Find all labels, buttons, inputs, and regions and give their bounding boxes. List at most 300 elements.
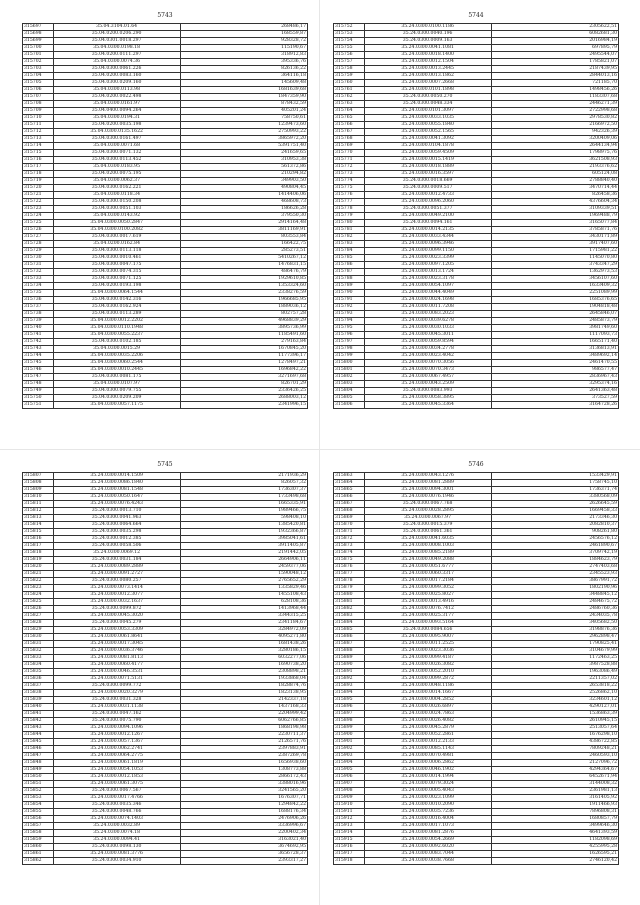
code-cell: 35.24.0300.0023.1099 <box>364 795 491 802</box>
table-row <box>334 283 619 290</box>
code-cell: 35.24.0300.0035.346 <box>53 802 180 809</box>
amount-cell: 2978530,82 <box>491 115 618 122</box>
page-5745 <box>22 461 308 865</box>
table-row <box>334 171 619 178</box>
amount-cell: 802757,28 <box>180 311 307 318</box>
row-number-cell: 315711 <box>23 122 54 129</box>
code-cell: 35.04.0300.0162.221 <box>53 185 180 192</box>
amount-cell: 2016984,19 <box>491 38 618 45</box>
row-number-cell: 315706 <box>23 87 54 94</box>
row-number-cell: 315808 <box>23 480 54 487</box>
row-number-cell: 315837 <box>23 683 54 690</box>
row-number-cell: 315879 <box>334 585 365 592</box>
row-number-cell: 315918 <box>334 858 365 865</box>
amount-cell: 468608,73 <box>180 199 307 206</box>
table-row <box>334 388 619 395</box>
amount-cell: 1665171,40 <box>491 339 618 346</box>
table-row <box>23 634 308 641</box>
row-number-cell: 315912 <box>334 816 365 823</box>
row-number-cell: 315895 <box>334 697 365 704</box>
row-number-cell: 315740 <box>23 325 54 332</box>
table-row <box>23 276 308 283</box>
code-cell: 35.24.0300.0064.664 <box>53 522 180 529</box>
table-row <box>23 739 308 746</box>
row-number-cell: 315865 <box>334 487 365 494</box>
code-cell: 35.24.0300.0083.7044 <box>364 851 491 858</box>
amount-cell: 2653818,22 <box>491 683 618 690</box>
amount-cell: 1455108,43 <box>180 592 307 599</box>
code-cell: 35.24.0300.0046.1902 <box>364 767 491 774</box>
amount-cell: 4386722,85 <box>491 739 618 746</box>
table-row <box>23 599 308 606</box>
row-number-cell: 315729 <box>23 248 54 255</box>
amount-cell: 2187439,95 <box>491 66 618 73</box>
table-row <box>23 767 308 774</box>
row-number-cell: 315792 <box>334 304 365 311</box>
code-cell: 35.24.0300.0018.1889 <box>364 164 491 171</box>
table-row <box>23 304 308 311</box>
code-cell: 35.24.0300.0023.3178 <box>364 276 491 283</box>
amount-cell: 7809248,21 <box>491 746 618 753</box>
table-row <box>334 529 619 536</box>
amount-cell: 2251089,99 <box>491 290 618 297</box>
code-cell: 35.04.0200.0083.160 <box>53 73 180 80</box>
row-number-cell: 315805 <box>334 395 365 402</box>
code-cell: 35.04.0300.0110.1948 <box>53 325 180 332</box>
amount-cell: 3709742,19 <box>491 550 618 557</box>
table-row <box>334 248 619 255</box>
code-cell: 35.24.0300.0015.379 <box>364 522 491 529</box>
amount-cell: 2305622,51 <box>491 24 618 31</box>
row-number-cell: 315789 <box>334 283 365 290</box>
code-cell: 35.24.0300.0067.4957 <box>364 374 491 381</box>
row-number-cell: 315801 <box>334 367 365 374</box>
code-cell: 35.24.0300.0059.4509 <box>364 150 491 157</box>
amount-cell: 3405682,50 <box>491 620 618 627</box>
amount-cell: 3674692,95 <box>180 844 307 851</box>
code-cell: 35.24.0300.0094.161 <box>364 220 491 227</box>
amount-cell: 1681438,26 <box>180 641 307 648</box>
code-cell: 35.24.0300.0012.4733 <box>364 192 491 199</box>
row-number-cell: 315748 <box>23 381 54 388</box>
table-row <box>334 613 619 620</box>
amount-cell: 2664906,11 <box>180 557 307 564</box>
code-cell: 35.24.0300.0024.1698 <box>364 297 491 304</box>
table-row <box>334 578 619 585</box>
code-cell: 35.04.3104.01.64 <box>53 24 180 31</box>
code-cell: 35.04.0300.0064.1544 <box>53 290 180 297</box>
table-row <box>23 227 308 234</box>
code-cell: 35.24.0300.0083.993 <box>364 388 491 395</box>
row-number-cell: 315883 <box>334 613 365 620</box>
table-row <box>23 178 308 185</box>
code-cell: 35.24.0300.0058.506 <box>53 543 180 550</box>
amount-cell: 1536863,39 <box>491 711 618 718</box>
table-row <box>334 157 619 164</box>
code-cell: 35.24.0300.0041.6035 <box>364 536 491 543</box>
table-row <box>23 746 308 753</box>
table-row <box>23 283 308 290</box>
amount-cell: 5391751,40 <box>180 143 307 150</box>
row-number-cell: 315776 <box>334 192 365 199</box>
amount-cell: 2361981,13 <box>491 788 618 795</box>
row-number-cell: 315767 <box>334 129 365 136</box>
amount-cell: 1145070,80 <box>491 255 618 262</box>
code-cell: 35.24.0300.0086.1840 <box>53 480 180 487</box>
row-number-cell: 315873 <box>334 543 365 550</box>
row-number-cell: 315835 <box>23 669 54 676</box>
code-cell: 35.04.0300.0071.125 <box>53 276 180 283</box>
table-row <box>334 634 619 641</box>
row-number-cell: 315842 <box>23 718 54 725</box>
table-row <box>23 515 308 522</box>
row-number-cell: 315852 <box>23 788 54 795</box>
row-number-cell: 315858 <box>23 830 54 837</box>
code-cell: 35.24.0300.0057.1367 <box>53 739 180 746</box>
row-number-cell: 315824 <box>23 592 54 599</box>
table-row <box>23 487 308 494</box>
row-number-cell: 315915 <box>334 837 365 844</box>
code-cell: 35.04.0300.0209.160 <box>53 80 180 87</box>
code-cell: 35.04.0300.0055.2237 <box>53 332 180 339</box>
code-cell: 35.24.0300.0013.1862 <box>364 73 491 80</box>
code-cell: 35.24.0300.0076.1946 <box>364 494 491 501</box>
code-cell: 35.04.0200.0193.198 <box>53 283 180 290</box>
table-row <box>334 360 619 367</box>
table-row <box>23 143 308 150</box>
row-number-cell: 315798 <box>334 346 365 353</box>
table-row <box>334 94 619 101</box>
row-number-cell: 315703 <box>23 66 54 73</box>
row-number-cell: 315728 <box>23 241 54 248</box>
amount-cell: 1966685,95 <box>180 297 307 304</box>
code-cell: 35.24.0300.0074.1403 <box>53 816 180 823</box>
amount-cell: 3785871,76 <box>491 227 618 234</box>
table-row <box>334 739 619 746</box>
row-number-cell: 315834 <box>23 662 54 669</box>
row-number-cell: 315806 <box>334 402 365 409</box>
code-cell: 35.24.0300.0096.2060 <box>364 199 491 206</box>
amount-cell: 2747403,68 <box>491 564 618 571</box>
row-number-cell: 315832 <box>23 648 54 655</box>
row-number-cell: 315884 <box>334 620 365 627</box>
table-row <box>23 38 308 45</box>
amount-cell: 3743347,29 <box>491 262 618 269</box>
table-row <box>23 704 308 711</box>
row-number-cell: 315810 <box>23 494 54 501</box>
amount-cell: 1239473,60 <box>180 122 307 129</box>
table-row <box>23 122 308 129</box>
table-row <box>23 101 308 108</box>
row-number-cell: 315910 <box>334 802 365 809</box>
row-number-cell: 315755 <box>334 45 365 52</box>
code-cell: 35.24.0300.0043.1276 <box>364 473 491 480</box>
amount-cell: 166422,75 <box>180 241 307 248</box>
table-row <box>334 31 619 38</box>
code-cell: 35.24.0300.0039.6278 <box>364 318 491 325</box>
table-row <box>334 290 619 297</box>
code-cell: 35.24.0300.0092.6020 <box>364 844 491 851</box>
amount-cell: 4641393,59 <box>491 830 618 837</box>
row-number-cell: 315771 <box>334 157 365 164</box>
amount-cell: 3295374,16 <box>491 381 618 388</box>
table-row <box>334 59 619 66</box>
row-number-cell: 315823 <box>23 585 54 592</box>
code-cell: 35.24.0300.0034.910 <box>53 858 180 865</box>
table-row <box>334 501 619 508</box>
amount-cell: 1308773,88 <box>180 767 307 774</box>
table-row <box>23 613 308 620</box>
row-number-cell: 315734 <box>23 283 54 290</box>
table-row <box>23 171 308 178</box>
amount-cell: 1665335,91 <box>180 501 307 508</box>
table-row <box>23 129 308 136</box>
table-row <box>23 332 308 339</box>
amount-cell: 2914164,48 <box>180 220 307 227</box>
table-row <box>23 262 308 269</box>
amount-cell: 3241565,20 <box>180 788 307 795</box>
amount-cell: 2610945,15 <box>491 718 618 725</box>
amount-cell: 2230711,37 <box>180 732 307 739</box>
amount-cell: 1847359,90 <box>180 94 307 101</box>
code-cell: 35.24.0300.0041.1081 <box>364 45 491 52</box>
table-row <box>334 199 619 206</box>
table-row <box>23 816 308 823</box>
row-number-cell: 315779 <box>334 213 365 220</box>
code-cell: 35.24.0300.0050.1647 <box>53 494 180 501</box>
table-row <box>334 381 619 388</box>
code-cell: 35.24.0300.0017.1073 <box>364 823 491 830</box>
table-row <box>23 858 308 865</box>
row-number-cell: 315764 <box>334 108 365 115</box>
table-row <box>334 844 619 851</box>
table-row <box>23 809 308 816</box>
table-row <box>23 662 308 669</box>
code-cell: 35.24.0300.0099.872 <box>53 606 180 613</box>
code-cell: 35.24.0300.0028.2895 <box>364 508 491 515</box>
amount-cell: 2460593,10 <box>491 753 618 760</box>
amount-cell: 803553,84 <box>180 234 307 241</box>
table-row <box>23 550 308 557</box>
data-table <box>22 23 308 409</box>
row-number-cell: 315731 <box>23 262 54 269</box>
table-row <box>23 31 308 38</box>
code-cell: 35.24.0300.0034.2778 <box>364 346 491 353</box>
table-row <box>334 311 619 318</box>
code-cell: 35.04.0300.0071.132 <box>53 150 180 157</box>
code-cell: 35.04.0300.0161.97 <box>53 101 180 108</box>
table-row <box>23 115 308 122</box>
table-row <box>334 571 619 578</box>
table-row <box>334 620 619 627</box>
row-number-cell: 315885 <box>334 627 365 634</box>
table-row <box>334 858 619 865</box>
table-row <box>334 332 619 339</box>
amount-cell: 3109339,51 <box>491 206 618 213</box>
table-row <box>23 297 308 304</box>
row-number-cell: 315780 <box>334 220 365 227</box>
table-row <box>23 87 308 94</box>
table-row <box>334 522 619 529</box>
code-cell: 35.24.0300.0079.3024 <box>364 781 491 788</box>
amount-cell: 1117093,73 <box>491 332 618 339</box>
table-row <box>334 557 619 564</box>
table-row <box>23 213 308 220</box>
table-row <box>334 851 619 858</box>
code-cell: 35.04.0200.0022.498 <box>53 94 180 101</box>
code-cell: 35.24.0300.0026.3082 <box>364 662 491 669</box>
table-row <box>334 276 619 283</box>
row-number-cell: 315898 <box>334 718 365 725</box>
table-row <box>334 269 619 276</box>
code-cell: 35.24.0300.0046.3531 <box>53 669 180 676</box>
row-number-cell: 315831 <box>23 641 54 648</box>
amount-cell: 1656938,60 <box>180 760 307 767</box>
code-cell: 35.24.0300.0035.7236 <box>364 809 491 816</box>
table-row <box>23 269 308 276</box>
table-row <box>23 220 308 227</box>
table-row <box>23 24 308 31</box>
code-cell: 35.24.0300.0099.3052 <box>364 585 491 592</box>
code-cell: 35.24.0300.0100.1186 <box>364 24 491 31</box>
table-row <box>23 753 308 760</box>
row-number-cell: 315784 <box>334 248 365 255</box>
amount-cell: 1933868,04 <box>180 676 307 683</box>
table-row <box>334 480 619 487</box>
amount-cell: 826458,36 <box>491 192 618 199</box>
table-row <box>23 480 308 487</box>
amount-cell: 697895,79 <box>491 45 618 52</box>
code-cell: 35.24.0300.0018.669 <box>364 178 491 185</box>
code-cell: 35.24.0300.0009.163 <box>364 38 491 45</box>
amount-cell: 3811169,91 <box>180 227 307 234</box>
code-cell: 35.24.0300.0071.5131 <box>53 676 180 683</box>
table-row <box>23 732 308 739</box>
row-number-cell: 315872 <box>334 536 365 543</box>
amount-cell: 2446271,39 <box>491 101 618 108</box>
amount-cell: 2746120,42 <box>491 858 618 865</box>
page-5744 <box>333 12 619 409</box>
amount-cell: 1626595,21 <box>491 851 618 858</box>
amount-cell: 1414406,06 <box>180 192 307 199</box>
code-cell: 35.24.0300.0031.328 <box>53 697 180 704</box>
row-number-cell: 315763 <box>334 101 365 108</box>
amount-cell: 268486,17 <box>180 24 307 31</box>
amount-cell: 826701,29 <box>180 381 307 388</box>
code-cell: 35.24.0300.0017.2184 <box>364 578 491 585</box>
row-number-cell: 315868 <box>334 508 365 515</box>
code-cell: 35.04.0300.0051.103 <box>53 206 180 213</box>
amount-cell: 1476831,15 <box>180 262 307 269</box>
amount-cell: 310953,38 <box>180 157 307 164</box>
row-number-cell: 315754 <box>334 38 365 45</box>
table-row <box>23 781 308 788</box>
row-number-cell: 315736 <box>23 297 54 304</box>
table-row <box>23 66 308 73</box>
row-number-cell: 315813 <box>23 515 54 522</box>
row-number-cell: 315720 <box>23 185 54 192</box>
row-number-cell: 315781 <box>334 227 365 234</box>
amount-cell: 2345523,93 <box>491 571 618 578</box>
code-cell: 35.24.0300.0093.5164 <box>364 620 491 627</box>
row-number-cell: 315886 <box>334 634 365 641</box>
row-number-cell: 315871 <box>334 529 365 536</box>
amount-cell: 598408,10 <box>180 515 307 522</box>
table-row <box>334 402 619 409</box>
code-cell: 35.24.0300.0060.3317 <box>364 571 491 578</box>
table-row <box>23 494 308 501</box>
amount-cell: 3499646,30 <box>491 823 618 830</box>
amount-cell: 3280186,15 <box>180 648 307 655</box>
table-row <box>334 550 619 557</box>
table-row <box>23 501 308 508</box>
code-cell: 35.24.0300.0076.7412 <box>364 606 491 613</box>
code-cell: 35.24.0300.0041.963 <box>53 515 180 522</box>
amount-cell: 3344315,25 <box>180 613 307 620</box>
code-cell: 35.24.0300.0014.1509 <box>53 473 180 480</box>
row-number-cell: 315891 <box>334 669 365 676</box>
row-number-cell: 315709 <box>23 108 54 115</box>
code-cell: 35.24.0300.0015.1419 <box>364 157 491 164</box>
row-number-cell: 315906 <box>334 774 365 781</box>
amount-cell: 2393317,27 <box>180 858 307 865</box>
row-number-cell: 315750 <box>23 395 54 402</box>
code-cell: 35.04.0300.0074.315 <box>53 269 180 276</box>
row-number-cell: 315787 <box>334 269 365 276</box>
row-number-cell: 315869 <box>334 515 365 522</box>
amount-cell: 3917407,60 <box>491 241 618 248</box>
row-number-cell: 315702 <box>23 59 54 66</box>
code-cell: 35.24.0300.0031.184 <box>53 557 180 564</box>
row-number-cell: 315838 <box>23 690 54 697</box>
table-row <box>23 669 308 676</box>
row-number-cell: 315811 <box>23 501 54 508</box>
code-cell: 35.04.0300.0015.29 <box>53 346 180 353</box>
table-row <box>334 641 619 648</box>
code-cell: 35.24.0300.0048.766 <box>53 809 180 816</box>
code-cell: 35.04.0200.0075.195 <box>53 171 180 178</box>
table-row <box>334 795 619 802</box>
amount-cell: 2341996,15 <box>180 402 307 409</box>
amount-cell: 1183307,68 <box>491 94 618 101</box>
amount-cell: 605124,08 <box>491 171 618 178</box>
code-cell: 35.24.0300.0005.4043 <box>364 788 491 795</box>
code-cell: 35.24.0300.0024.7863 <box>364 711 491 718</box>
code-cell: 35.24.0300.0051.377 <box>364 206 491 213</box>
row-number-cell: 315791 <box>334 297 365 304</box>
page-number: 5745 <box>157 461 173 468</box>
code-cell: 35.24.0300.0052.2010 <box>364 669 491 676</box>
data-table <box>22 472 308 865</box>
table-row <box>334 669 619 676</box>
row-number-cell: 315913 <box>334 823 365 830</box>
row-number-cell: 315903 <box>334 753 365 760</box>
table-row <box>334 704 619 711</box>
table-row <box>23 522 308 529</box>
code-cell: 35.04.0300.0047.175 <box>53 262 180 269</box>
row-number-cell: 315752 <box>334 24 365 31</box>
row-number-cell: 315829 <box>23 627 54 634</box>
code-cell: 35.24.0300.0012.2133 <box>364 739 491 746</box>
row-number-cell: 315761 <box>334 87 365 94</box>
row-number-cell: 315849 <box>23 767 54 774</box>
amount-cell: 3200409,06 <box>491 136 618 143</box>
code-cell: 35.24.0300.0070.3473 <box>364 367 491 374</box>
page-number: 5744 <box>468 12 484 19</box>
code-cell: 35.04.0300.0010.461 <box>53 255 180 262</box>
table-row <box>23 374 308 381</box>
amount-cell: 826057,32 <box>180 480 307 487</box>
